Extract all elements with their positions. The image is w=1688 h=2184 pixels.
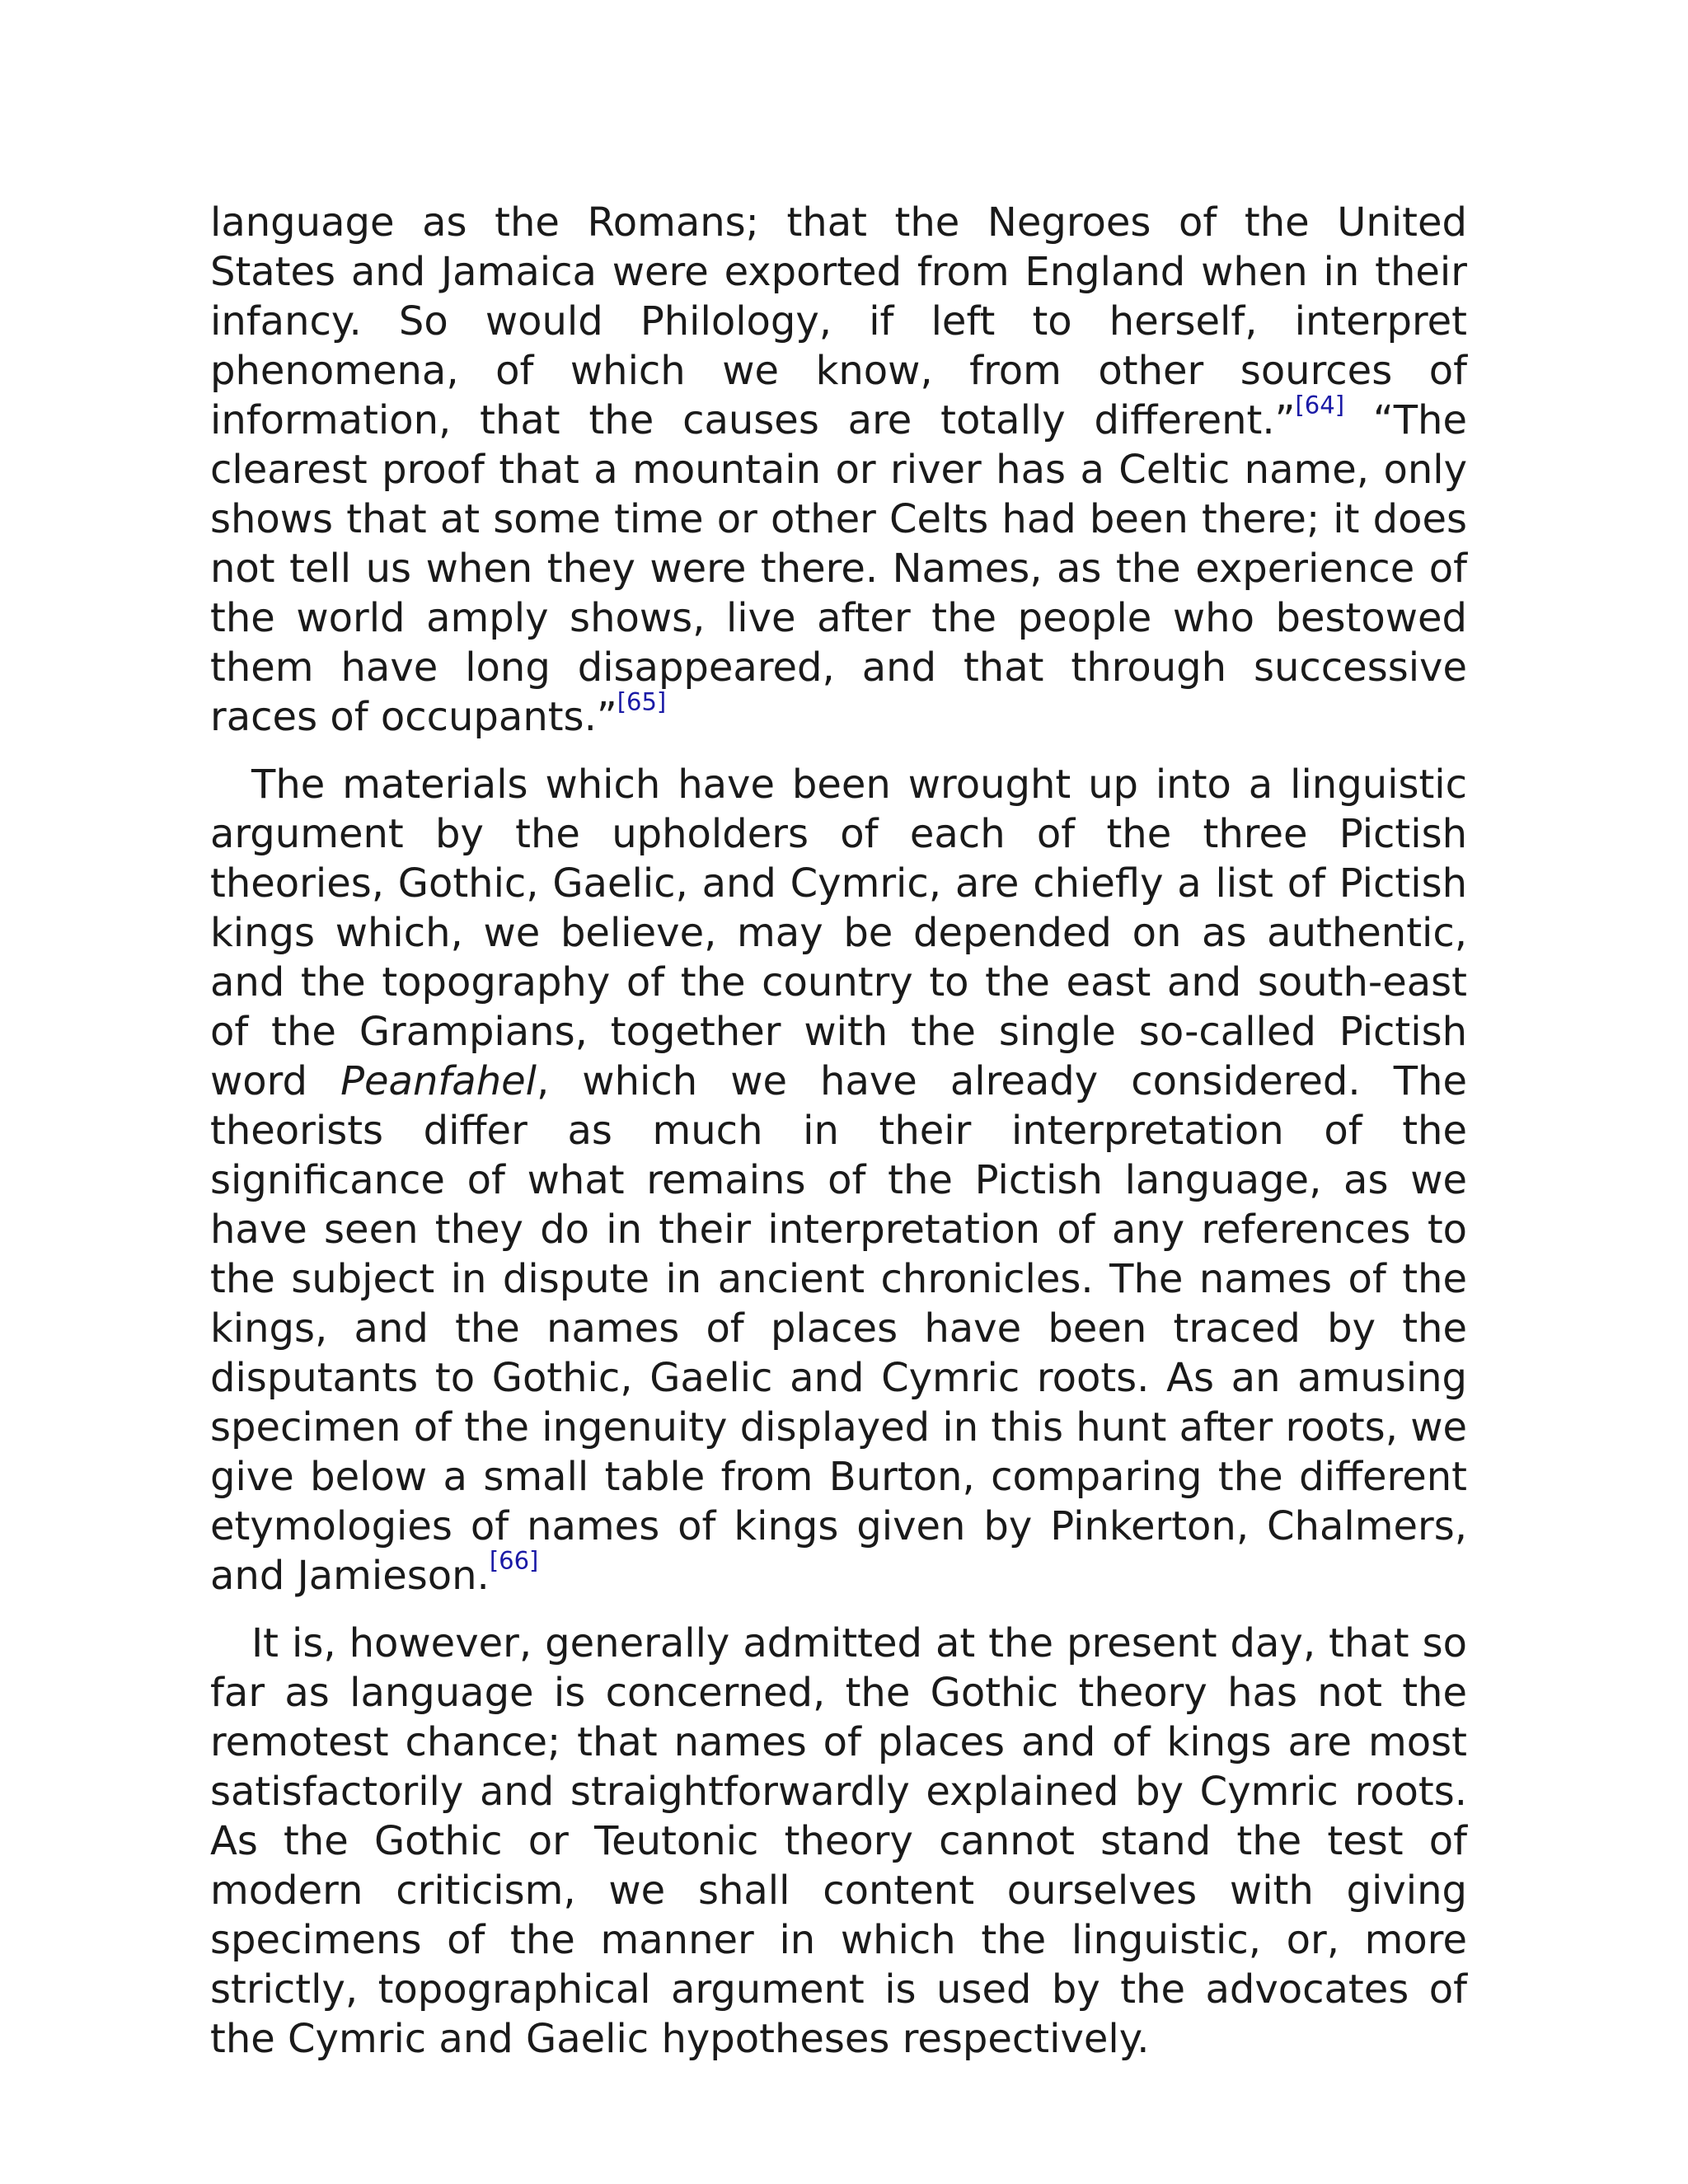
paragraph-2-text-b: , which we have already considered. The theorists differ as much in their interpretation of the significance of what remains of the Pictish language, as we have seen they do in their interpretation of any references to the subject in dispute in ancient chronicles. The names of the kings, and the names of places have been traced by the disputants to Gothic, Gaelic and Cymric roots. As an amusing specimen of the ingenuity displayed in this hunt after roots, we give below a small table from Burton, comparing the different etymologies of names of kings given by Pinkerton, Chalmers, and Jamieson. bbox=[210, 1058, 1467, 1599]
document-page bbox=[210, 198, 1467, 2082]
paragraph-3-text: It is, however, generally admitted at the present day, that so far as language is concerned, the Gothic theory has not the remotest chance; that names of places and of kings are most satisfactorily and straightforwardly explained by Cymric roots. As the Gothic or Teutonic theory cannot stand the test of modern criticism, we shall content ourselves with giving specimens of the manner in which the linguistic, or, more strictly, topographical argument is used by the advocates of the Cymric and Gaelic hypotheses respectively. bbox=[210, 1620, 1467, 2062]
paragraph-2-text-a: The materials which have been wrought up into a linguistic argument by the upholders of each of the three Pictish theories, Gothic, Gaelic, and Cymric, are chiefly a list of Pictish kings which, we believe, may be depended on as authentic, and the topography of the country to the east and south-east of the Grampians, together with the single so-called Pictish word bbox=[210, 762, 1467, 1104]
paragraph-2 bbox=[210, 760, 1467, 1601]
footnote-link-66[interactable]: [66] bbox=[489, 1546, 539, 1575]
pictish-word-italic: Peanfahel bbox=[340, 1058, 537, 1104]
paragraph-1 bbox=[210, 198, 1467, 742]
paragraph-1-text-b: “The clearest proof that a mountain or river has a Celtic name, only shows that at some time or other Celts had been there; it does not tell us when they were there. Names, as the experience of the world amply shows, live after the people who bestowed them have long disappeared, and that through successive races of occupants.” bbox=[210, 397, 1467, 740]
footnote-link-65[interactable]: [65] bbox=[617, 687, 667, 716]
paragraph-1-text-a: language as the Romans; that the Negroes of the United States and Jamaica were exported from England when in their infancy. So would Philology, if left to herself, interpret phenomena, of which we know, from other sources of information, that the causes are totally different.” bbox=[210, 199, 1467, 443]
footnote-link-64[interactable]: [64] bbox=[1295, 391, 1345, 419]
paragraph-3 bbox=[210, 1619, 1467, 2064]
